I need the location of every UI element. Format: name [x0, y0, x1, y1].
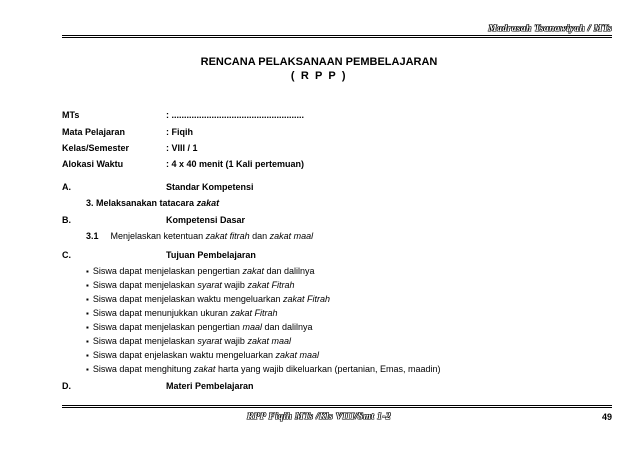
identity-value-class: : VIII / 1: [166, 143, 198, 153]
identity-label-school: MTs: [62, 110, 80, 120]
objective-item: ▪ Siswa dapat menjelaskan pengertian maal dan dalilnya: [86, 322, 313, 332]
section-c-heading: Tujuan Pembelajaran: [166, 250, 256, 260]
page-number: 49: [601, 412, 612, 422]
identity-label-subject: Mata Pelajaran: [62, 127, 126, 137]
section-c-letter: C.: [62, 250, 71, 260]
identity-label-time: Alokasi Waktu: [62, 159, 124, 169]
section-d-letter: D.: [62, 381, 71, 391]
document-title: RENCANA PELAKSANAAN PEMBELAJARAN: [200, 56, 438, 68]
objective-item: ▪ Siswa dapat menjelaskan waktu mengeluarkan zakat Fitrah: [86, 294, 330, 304]
footer-rule: [62, 405, 612, 408]
objective-item: ▪ Siswa dapat menjelaskan syarat wajib zakat maal: [86, 336, 291, 346]
document-subtitle: ( R P P ): [290, 70, 348, 82]
section-d-heading: Materi Pembelajaran: [166, 381, 254, 391]
identity-value-school: : .....................................................: [166, 110, 305, 120]
section-b-heading: Kompetensi Dasar: [166, 215, 246, 225]
running-footer: RPP Fiqih MTs /Kls VIII/Smt 1-2: [247, 412, 391, 422]
objective-item: ▪ Siswa dapat menjelaskan pengertian zakat dan dalilnya: [86, 266, 315, 276]
objective-item: ▪ Siswa dapat menunjukkan ukuran zakat Fitrah: [86, 308, 277, 318]
objective-item: ▪ Siswa dapat enjelaskan waktu mengeluarkan zakat maal: [86, 350, 319, 360]
running-header: Madrasah Tsanawiyah / MTs: [488, 24, 612, 34]
header-rule: [62, 35, 612, 38]
identity-value-time: : 4 x 40 menit (1 Kali pertemuan): [166, 159, 305, 169]
section-a-heading: Standar Kompetensi: [166, 182, 254, 192]
section-a-item: 3. Melaksanakan tatacara zakat: [86, 198, 220, 208]
section-b-letter: B.: [62, 215, 71, 225]
identity-value-subject: : Fiqih: [166, 127, 193, 137]
objective-item: ▪ Siswa dapat menjelaskan syarat wajib zakat Fitrah: [86, 280, 294, 290]
section-b-item: 3.1 Menjelaskan ketentuan zakat fitrah dan zakat maal: [86, 231, 314, 241]
section-a-letter: A.: [62, 182, 71, 192]
objective-item: ▪ Siswa dapat menghitung zakat harta yang wajib dikeluarkan (pertanian, Emas, maadin): [86, 364, 441, 374]
identity-label-class: Kelas/Semester: [62, 143, 130, 153]
